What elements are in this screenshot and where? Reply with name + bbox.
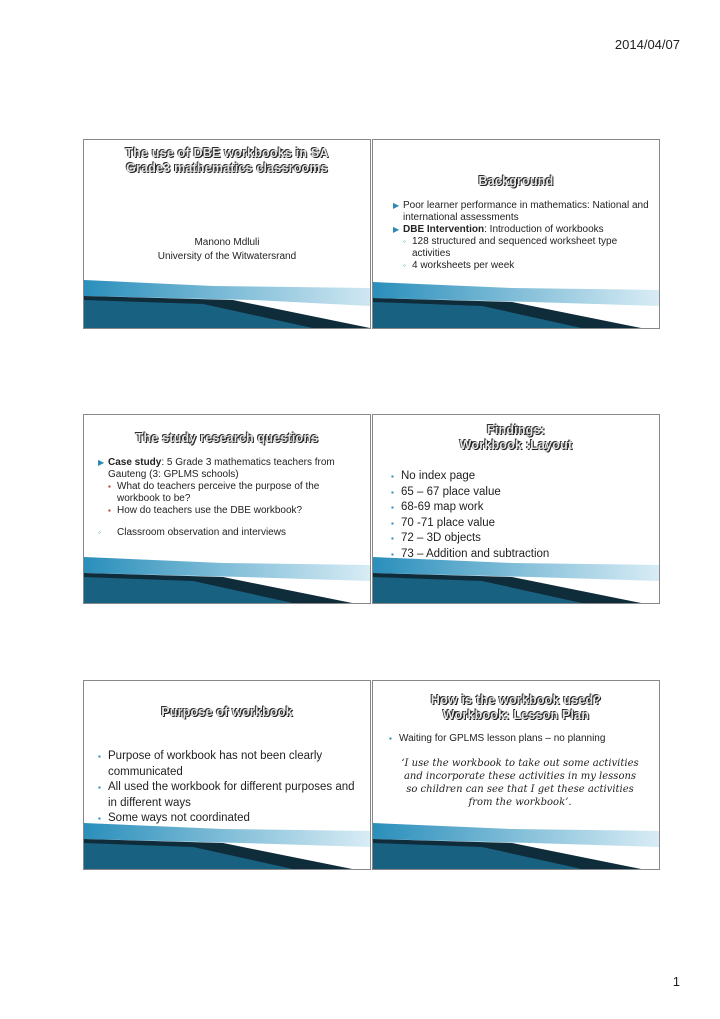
slide-footer-graphic <box>84 276 370 328</box>
author-name: Manono Mdluli <box>194 237 260 248</box>
slide-footer-graphic <box>373 551 659 603</box>
slide-2-background <box>372 139 660 329</box>
slide-footer-graphic <box>84 817 370 869</box>
slide-footer-graphic <box>373 817 659 869</box>
list-item: ◦ 4 worksheets per week <box>403 260 515 271</box>
slide-title: How is the workbook used? Workbook: Lesson Plan <box>430 693 602 722</box>
slide-6-lesson-plan <box>372 680 660 870</box>
slide-title: Purpose of workbook <box>161 705 293 719</box>
list-item: ▪ 70 -71 place value <box>391 516 651 532</box>
square-bullet-icon: ▪ <box>98 752 101 761</box>
slide-title: The study research questions <box>135 431 319 445</box>
slide-body <box>98 749 360 827</box>
slide-title: Findings: Workbook :Layout <box>459 423 573 452</box>
square-bullet-icon: ▪ <box>391 487 394 497</box>
square-bullet-icon: ▪ <box>391 534 394 543</box>
square-bullet-icon: ▪ <box>108 506 111 515</box>
slide-1-title <box>83 139 371 329</box>
slide-title: The use of DBE workbooks in SA Grade3 mathematics classrooms <box>125 146 329 175</box>
author-block <box>84 236 370 264</box>
author-affiliation: University of the Witwatersrand <box>157 251 297 262</box>
list-item: ◦ 128 structured and sequenced worksheet type activities <box>403 236 618 259</box>
circle-bullet-icon: ◦ <box>98 528 101 537</box>
page-number: 1 <box>672 974 680 989</box>
header-date: 2014/04/07 <box>614 37 680 52</box>
slide-footer-graphic <box>84 551 370 603</box>
list-item: ▪ What do teachers perceive the purpose of the workbook to be? <box>108 481 320 504</box>
slide-body <box>389 733 651 809</box>
list-item: ▪ Waiting for GPLMS lesson plans – no planning <box>389 733 606 744</box>
triangle-bullet-icon: ▶ <box>393 225 400 234</box>
teacher-quote: ‘I use the workbook to take out some activities and incorporate these activities in my lessons so children can see that I get these activities from the workbook’. <box>401 758 639 808</box>
list-item: ▪ 72 – 3D objects <box>391 531 651 547</box>
list-item: ▪ How do teachers use the DBE workbook? <box>108 505 303 516</box>
slide-body <box>393 200 653 272</box>
list-item: ▪ 68-69 map work <box>391 500 651 516</box>
slide-body <box>391 469 651 562</box>
triangle-bullet-icon: ▶ <box>98 458 105 467</box>
list-item: ▪ 73 – Addition and subtraction <box>391 547 651 563</box>
list-item: ▶ DBE Intervention: Introduction of workbooks <box>393 224 604 235</box>
slide-4-findings <box>372 414 660 604</box>
list-item: ▪ Some ways not coordinated <box>98 811 360 827</box>
square-bullet-icon: ▪ <box>98 814 101 823</box>
list-item: ▶ Poor learner performance in mathematics: National and international assessments <box>393 200 649 223</box>
triangle-bullet-icon: ▶ <box>393 201 400 210</box>
square-bullet-icon: ▪ <box>391 503 394 512</box>
circle-bullet-icon: ◦ <box>403 237 406 246</box>
slide-3-research-questions <box>83 414 371 604</box>
list-item: ▪ 65 – 67 place value <box>391 485 651 501</box>
list-item: ▪ Purpose of workbook has not been clearly communicated <box>98 750 323 778</box>
slide-footer-graphic <box>373 276 659 328</box>
square-bullet-icon: ▪ <box>389 734 392 743</box>
square-bullet-icon: ▪ <box>391 472 394 481</box>
circle-bullet-icon: ◦ <box>403 261 406 270</box>
square-bullet-icon: ▪ <box>98 783 101 792</box>
list-item: ▪ All used the workbook for different purposes and in different ways <box>98 781 355 809</box>
slide-title: Background <box>478 174 554 188</box>
slide-5-purpose <box>83 680 371 870</box>
square-bullet-icon: ▪ <box>108 482 111 491</box>
list-item: ▶ Case study: 5 Grade 3 mathematics teachers from Gauteng (3: GPLMS schools) <box>98 457 335 480</box>
slide-body <box>98 457 348 539</box>
list-item: ◦ Classroom observation and interviews <box>98 527 286 538</box>
square-bullet-icon: ▪ <box>391 549 394 559</box>
list-item: ▪ No index page <box>391 469 651 485</box>
square-bullet-icon: ▪ <box>391 518 394 528</box>
